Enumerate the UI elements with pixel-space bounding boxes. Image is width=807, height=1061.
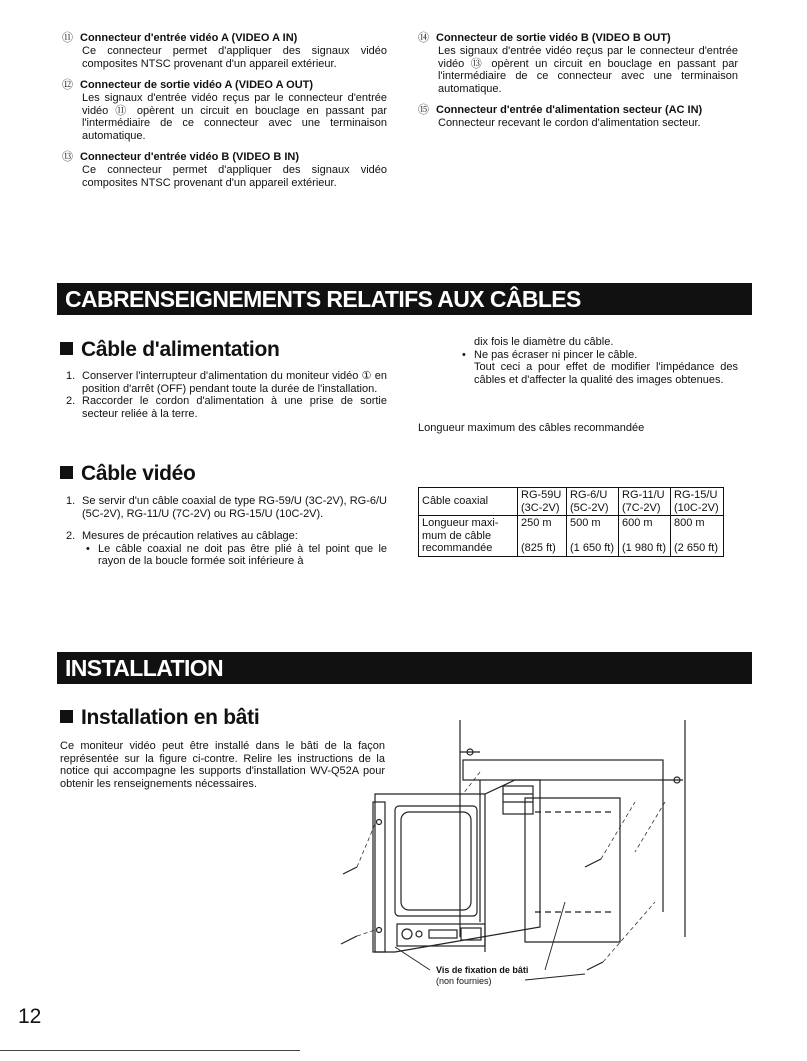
connector-description: Les signaux d'entrée vidéo reçus par le connecteur d'entrée vidéo ⑬ opèrent un circuit en bouclage en passant par l'intermédiaire de ce connecteur avec une terminaison automatique. — [438, 45, 738, 95]
bottom-rule — [0, 1050, 300, 1051]
connector-description: Ce connecteur permet d'appliquer des signaux vidéo composites NTSC provenant d'un appareil extérieur. — [82, 45, 387, 70]
table-cell: 500 m (1 650 ft) — [567, 516, 619, 557]
power-cable-heading: Câble d'alimentation — [60, 338, 280, 362]
connector-title: Connecteur d'entrée vidéo A (VIDEO A IN) — [80, 32, 298, 44]
table-cell: 800 m (2 650 ft) — [671, 516, 724, 557]
table-row — [419, 488, 724, 516]
table-header-cell: Câble coaxial — [419, 488, 518, 516]
square-bullet-icon — [60, 710, 73, 723]
installation-heading: Installation en bâti — [60, 706, 259, 730]
bullet-item: • Ne pas écraser ni pincer le câble. — [462, 349, 738, 362]
square-bullet-icon — [60, 466, 73, 479]
section-banner-installation: INSTALLATION — [57, 652, 752, 684]
list-item: 2. Raccorder le cordon d'alimentation à une prise de sortie secteur reliée à la terre. — [66, 395, 387, 420]
video-cable-heading: Câble vidéo — [60, 462, 196, 486]
power-cable-steps — [62, 370, 387, 420]
connector-description: Les signaux d'entrée vidéo reçus par le connecteur d'entrée vidéo ⑪ opèrent un circuit en bouclage en passant par l'intermédiaire de ce connecteur avec une terminaison automatique. — [82, 92, 387, 142]
connector-item: ⑮ Connecteur d'entrée d'alimentation secteur (AC IN) Connecteur recevant le cordon d'alimentation secteur. — [418, 104, 738, 130]
table-cell: RG-59U (3C-2V) — [518, 488, 567, 516]
connectors-right-column — [418, 32, 738, 130]
list-item: 2. Mesures de précaution relatives au câblage: • Le câble coaxial ne doit pas être plié à tel point que le rayon de la boucle formée soit inférieure à — [62, 530, 387, 568]
bullet-note: Tout ceci a pour effet de modifier l'impédance des câbles et d'affecter la qualité des images obtenues. — [474, 361, 738, 386]
installation-text: Ce moniteur vidéo peut être installé dans le bâti de la façon représentée sur la figure ci-contre. Relire les instructions de la notice qui accompagne les supports d'installation WV-Q52A pour obtenir les renseignements nécessaires. — [60, 740, 385, 790]
list-item: 1. Conserver l'interrupteur d'alimentation du moniteur vidéo ① en position d'arrêt (OFF) pendant toute la durée de l'installation. — [66, 370, 387, 395]
connector-item: ⑪ Connecteur d'entrée vidéo A (VIDEO A IN) Ce connecteur permet d'appliquer des signaux vidéo composites NTSC provenant d'un appareil extérieur. — [62, 32, 387, 70]
connector-description: Ce connecteur permet d'appliquer des signaux vidéo composites NTSC provenant d'un appareil extérieur. — [82, 164, 387, 189]
video-cable-steps — [62, 495, 387, 568]
connector-title: Connecteur de sortie vidéo B (VIDEO B OUT) — [436, 32, 671, 44]
section-banner-cables: CABRENSEIGNEMENTS RELATIFS AUX CÂBLES — [57, 283, 752, 315]
connector-item: ⑫ Connecteur de sortie vidéo A (VIDEO A OUT) Les signaux d'entrée vidéo reçus par le connecteur d'entrée vidéo ⑪ opèrent un circuit en bouclage en passant par l'intermédiaire de ce connecteur avec une terminaison automatique. — [62, 79, 387, 142]
connector-description: Connecteur recevant le cordon d'alimentation secteur. — [438, 117, 701, 129]
connectors-left-column — [62, 32, 387, 189]
table-cell: 250 m (825 ft) — [518, 516, 567, 557]
bullet-item: • Le câble coaxial ne doit pas être plié à tel point que le rayon de la boucle formée soit inférieure à — [86, 543, 387, 568]
video-cable-continued — [462, 336, 738, 386]
rack-mount-illustration — [335, 712, 695, 1002]
connector-item: ⑬ Connecteur d'entrée vidéo B (VIDEO B IN) Ce connecteur permet d'appliquer des signaux vidéo composites NTSC provenant d'un appareil extérieur. — [62, 151, 387, 189]
bullet-continuation: dix fois le diamètre du câble. — [474, 336, 614, 348]
cable-table-caption: Longueur maximum des câbles recommandée — [418, 422, 645, 434]
cable-length-table — [418, 487, 724, 557]
table-row — [419, 516, 724, 557]
connector-item: ⑭ Connecteur de sortie vidéo B (VIDEO B OUT) Les signaux d'entrée vidéo reçus par le connecteur d'entrée vidéo ⑬ opèrent un circuit en bouclage en passant par l'intermédiaire de ce connecteur avec une terminaison automatique. — [418, 32, 738, 95]
table-cell: RG-6/U (5C-2V) — [567, 488, 619, 516]
table-cell: RG-11/U (7C-2V) — [619, 488, 671, 516]
connector-title: Connecteur d'entrée vidéo B (VIDEO B IN) — [80, 151, 299, 163]
table-cell: RG-15/U (10C-2V) — [671, 488, 724, 516]
connector-title: Connecteur d'entrée d'alimentation secteur (AC IN) — [436, 104, 703, 116]
table-cell: 600 m (1 980 ft) — [619, 516, 671, 557]
table-header-cell: Longueur maxi- mum de câble recommandée — [419, 516, 518, 557]
figure-label-screws: Vis de fixation de bâti (non fournies) — [436, 965, 529, 986]
square-bullet-icon — [60, 342, 73, 355]
page-number: 12 — [18, 1005, 42, 1028]
list-item: 1. Se servir d'un câble coaxial de type RG-59/U (3C-2V), RG-6/U (5C-2V), RG-11/U (7C-2V) ou RG-15/U (10C-2V). — [66, 495, 387, 520]
connector-title: Connecteur de sortie vidéo A (VIDEO A OUT) — [80, 79, 314, 91]
